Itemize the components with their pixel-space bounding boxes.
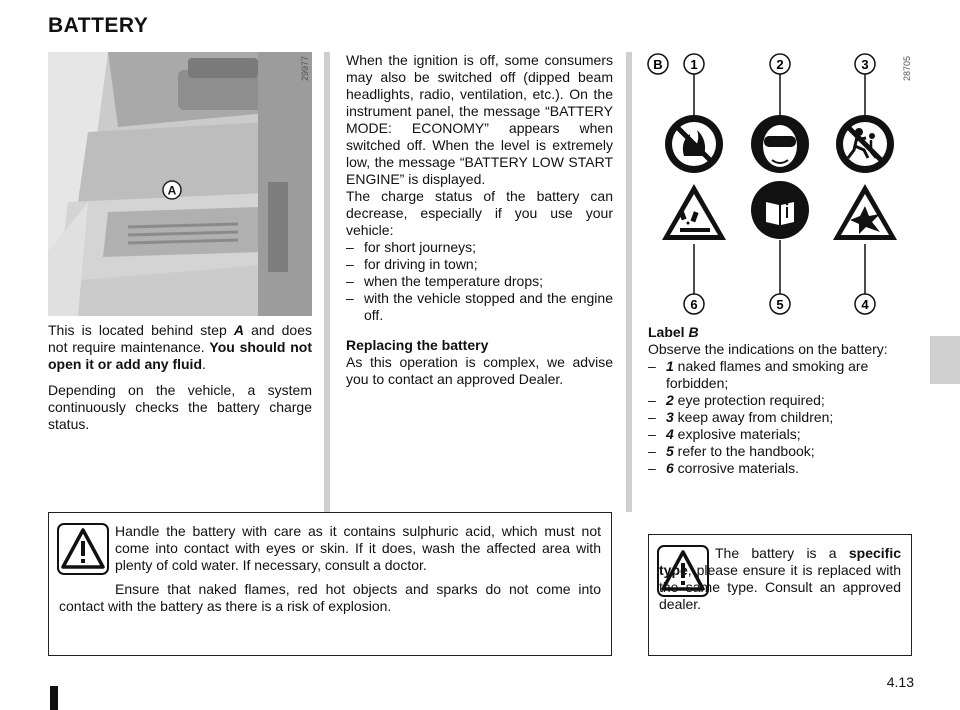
column-divider: [324, 52, 330, 512]
left-column: [48, 322, 312, 442]
list-item: – for short journeys;: [346, 239, 477, 255]
specific-type-warning-box: [648, 534, 912, 656]
photo-reference: 29977: [300, 56, 310, 82]
list-item: – 5 refer to the handbook;: [648, 443, 815, 459]
corrosive-icon: [662, 184, 726, 240]
acid-warning-text: Handle the battery with care as it contains sulphuric acid, which must not come into contact with eyes or skin. If it does, wash the affected area with plenty of cold water. If necessary, consult a doctor.: [115, 523, 601, 573]
keep-away-children-icon: [836, 115, 894, 173]
number-2-marker: 2: [776, 57, 784, 72]
explosion-warning-text: Ensure that naked flames, red hot objects and sparks do not come into contact with the battery as there is a risk of explosion.: [59, 581, 601, 614]
label-intro: Observe the indications on the battery:: [648, 341, 888, 357]
list-item: – 6 corrosive materials.: [648, 460, 800, 476]
warning-icon: [57, 523, 109, 575]
list-item: – when the temperature drops;: [346, 273, 543, 289]
section-tab: [930, 336, 960, 384]
handbook-icon: [751, 181, 809, 239]
label-b-heading: Label B: [648, 324, 699, 340]
door-step-illustration: [48, 52, 312, 316]
list-item: – 4 explosive materials;: [648, 426, 801, 442]
charge-check-paragraph: Depending on the vehicle, a system continuously checks the battery charge status.: [48, 382, 312, 432]
replacing-text: As this operation is complex, we advise you to contact an approved Dealer.: [346, 354, 613, 387]
economy-mode-paragraph: When the ignition is off, some consumers may also be switched off (dipped beam headlights, radio, ventilation, etc.). On the instrument panel, the message “BATTERY MODE: ECONOMY” appears when switched off. When the level is extremely low, the message “BATTERY LOW START ENGINE” is displayed.: [346, 52, 613, 187]
replacing-heading: Replacing the battery: [346, 337, 489, 353]
label-reference: 28705: [902, 56, 912, 82]
eye-protection-icon: [751, 115, 809, 173]
specific-type-text: The battery is a specific type, please ensure it is replaced with the same type. Consult an approved dealer.: [659, 545, 901, 612]
number-3-marker: 3: [861, 57, 869, 72]
number-4-marker: 4: [861, 297, 869, 312]
list-item: – for driving in town;: [346, 256, 478, 272]
page-number: 4.13: [886, 674, 914, 690]
label-b-marker: B: [653, 57, 663, 72]
charge-status-paragraph: The charge status of the battery can decrease, especially if you use your vehicle:: [346, 188, 613, 238]
list-item: – 2 eye protection required;: [648, 392, 825, 408]
explosive-icon: [833, 184, 897, 240]
label-pictograms: [640, 50, 930, 320]
middle-column: [346, 52, 613, 388]
number-6-marker: 6: [690, 297, 698, 312]
no-flames-icon: [665, 115, 723, 173]
usage-list: [346, 239, 613, 324]
number-1-marker: 1: [690, 57, 698, 72]
label-list: [648, 358, 912, 477]
column-divider: [626, 52, 632, 512]
location-paragraph: This is located behind step A and does not require maintenance. You should not open it or add any fluid.: [48, 322, 313, 372]
battery-label-diagram: [640, 50, 930, 320]
battery-location-photo: [48, 52, 312, 316]
footer-mark: [50, 686, 58, 710]
list-item: – 3 keep away from children;: [648, 409, 834, 425]
acid-warning-box: [48, 512, 612, 656]
right-column: [648, 324, 912, 477]
callout-a: A: [167, 183, 177, 198]
page-title: BATTERY: [48, 14, 149, 37]
number-5-marker: 5: [776, 297, 784, 312]
list-item: – with the vehicle stopped and the engine off.: [346, 290, 613, 323]
list-item: – 1 naked flames and smoking are forbidden;: [648, 358, 869, 391]
